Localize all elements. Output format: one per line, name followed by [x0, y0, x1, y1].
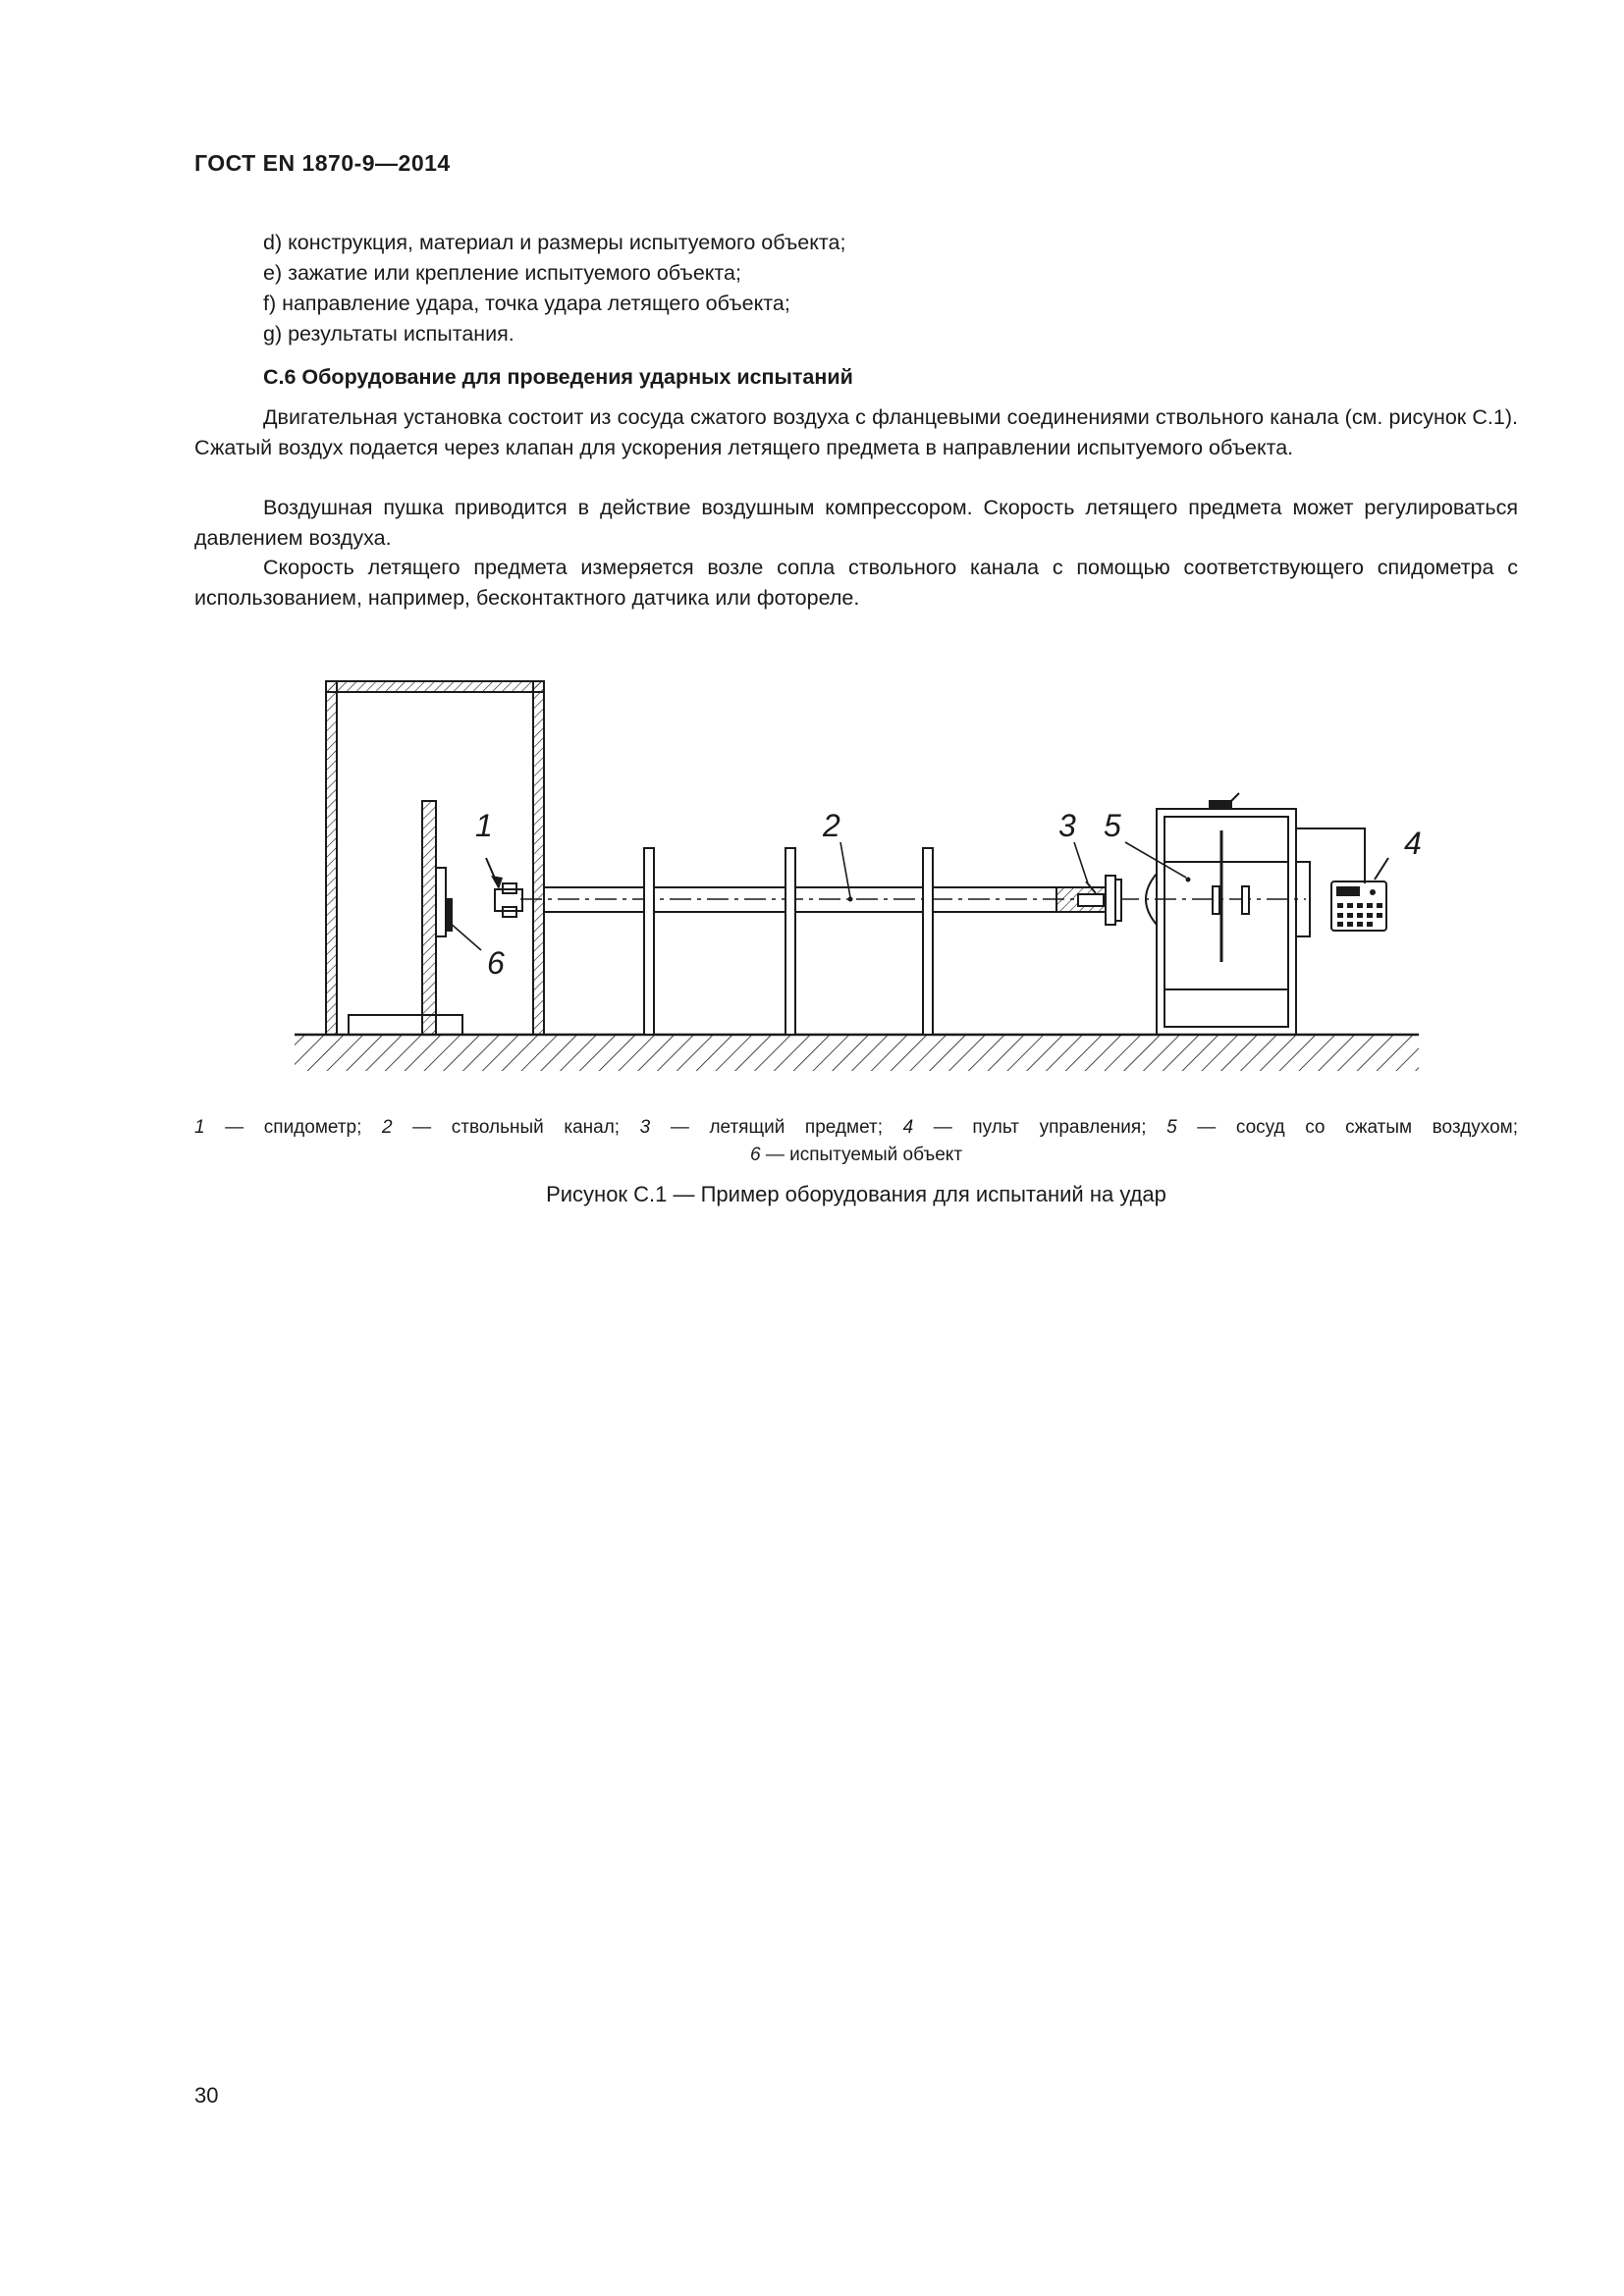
test-object — [436, 868, 452, 936]
legend-text: — спидометр; — [204, 1117, 382, 1138]
list-item: е) зажатие или крепление испытуемого объекта; — [263, 261, 741, 285]
legend-num: 2 — [381, 1117, 393, 1138]
legend-num: 5 — [1166, 1117, 1177, 1138]
legend-line — [194, 1142, 1518, 1169]
barrel-flange — [1106, 876, 1121, 925]
ground — [295, 1035, 1419, 1071]
legend-text: — сосуд со сжатым воздухом; — [1176, 1117, 1518, 1138]
list-item: d) конструкция, материал и размеры испытуемого объекта; — [263, 231, 846, 254]
list-item: f) направление удара, точка удара летящего объекта; — [263, 292, 790, 315]
barrel — [520, 887, 1306, 912]
legend-text: — испытуемый объект — [760, 1145, 963, 1165]
legend-text: — летящий предмет; — [650, 1117, 903, 1138]
test-report-list — [263, 228, 845, 349]
compressed-air-vessel — [1146, 793, 1310, 1035]
list-item: g) результаты испытания. — [263, 322, 514, 346]
barrel-supports — [644, 848, 933, 1035]
paragraph: Воздушная пушка приводится в действие воздушным компрессором. Скорость летящего предмета может регулироваться давлением воздуха. — [194, 496, 1518, 550]
document-header: ГОСТ EN 1870-9—2014 — [194, 150, 451, 176]
figure-caption: Рисунок С.1 — Пример оборудования для испытаний на удар — [546, 1182, 1166, 1206]
legend-num: 1 — [194, 1117, 205, 1138]
legend-num: 3 — [639, 1117, 651, 1138]
callout-5: 5 — [1104, 808, 1121, 843]
speedometer — [486, 858, 522, 917]
callout-6: 6 — [487, 945, 505, 981]
legend-line — [194, 1114, 1518, 1142]
paragraph: Двигательная установка состоит из сосуда сжатого воздуха с фланцевыми соединениями ствольного канала (см. рисунок С.1). Сжатый воздух подается через клапан для ускорения летящего предмета в направлении испытуемого объекта. — [194, 405, 1518, 459]
impact-test-figure — [285, 666, 1434, 1078]
callout-1: 1 — [475, 808, 493, 843]
page-number: 30 — [194, 2083, 219, 2108]
paragraph: Скорость летящего предмета измеряется возле сопла ствольного канала с помощью соответствующего спидометра с использованием, например, бесконтактного датчика или фотореле. — [194, 556, 1518, 610]
legend-num: 4 — [902, 1117, 914, 1138]
callout-4: 4 — [1404, 826, 1422, 861]
legend-num: 6 — [749, 1145, 761, 1165]
callout-3: 3 — [1058, 808, 1076, 843]
section-title: С.6 Оборудование для проведения ударных испытаний — [263, 365, 853, 389]
legend-text: — пульт управления; — [913, 1117, 1167, 1138]
figure-legend — [194, 1114, 1518, 1169]
callout-2: 2 — [823, 808, 840, 843]
legend-text: — ствольный канал; — [392, 1117, 640, 1138]
impact-test-drawing — [285, 666, 1434, 1078]
